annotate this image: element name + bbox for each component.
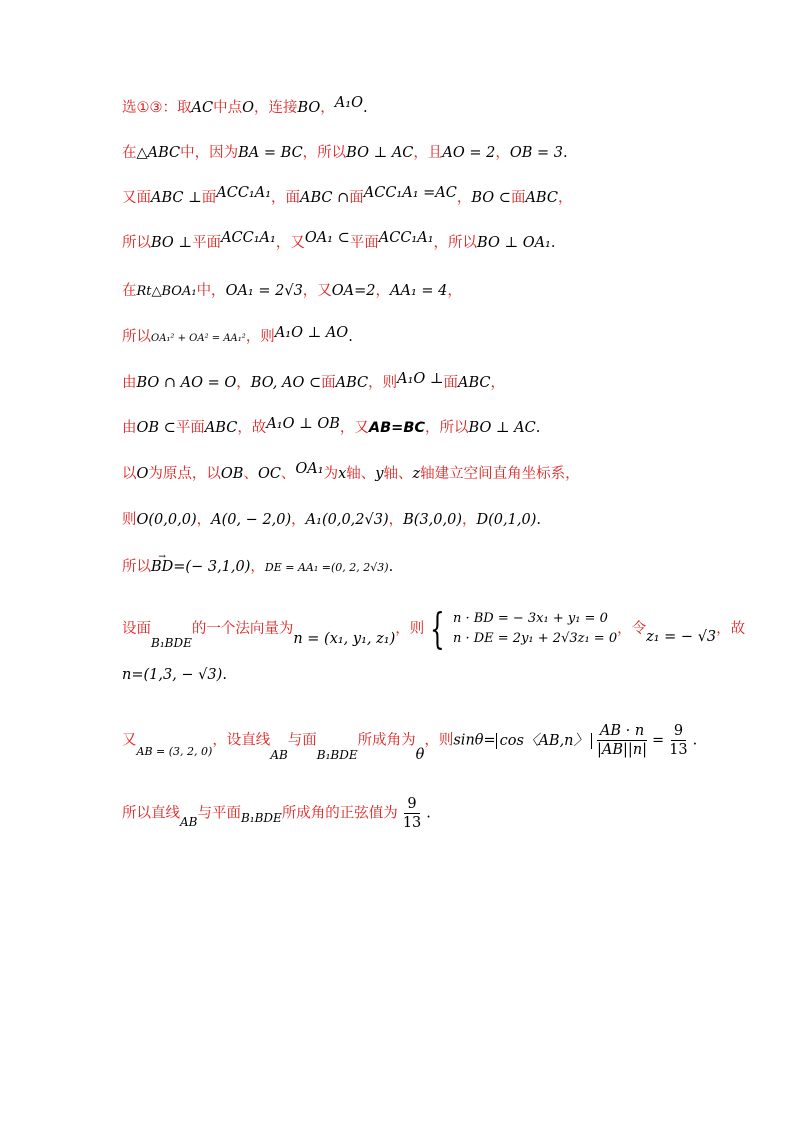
text: ， [291, 512, 306, 528]
math: ACC₁A₁ [216, 185, 272, 201]
math: A₁(0,0,2√3) [305, 512, 389, 528]
text: ，则 [424, 732, 454, 749]
math: BO ⊥ AC [468, 420, 536, 436]
text: . [536, 512, 541, 528]
text: 则 [122, 512, 137, 528]
math: = [652, 732, 665, 749]
math: AC [191, 100, 214, 116]
math: ACC₁A₁ =AC [363, 185, 457, 201]
math: ACC₁A₁ [378, 230, 434, 246]
text: 所以直线 [122, 805, 180, 822]
text: 所以 [122, 559, 151, 575]
math: O [136, 466, 149, 482]
text: ，则 [368, 375, 398, 391]
math: OA₁ = 2√3 [225, 283, 303, 299]
equation-row: n · BD = − 3x₁ + y₁ = 0 [452, 611, 608, 626]
math: A(0, − 2,0) [211, 512, 292, 528]
math: BA = BC [238, 145, 303, 161]
math: BO [297, 100, 321, 116]
text: ，所以 [302, 145, 347, 161]
math: AB = (3, 2, 0) [136, 744, 213, 758]
math: ABC [458, 375, 491, 391]
text: . [535, 420, 541, 436]
math: D(0,1,0) [476, 512, 537, 528]
math: =(− 3,1,0) [173, 559, 251, 575]
fraction-denominator: 13 [669, 742, 688, 758]
text: 轴、 [383, 466, 413, 482]
text: 中点 [213, 100, 243, 116]
text: ，故 [716, 621, 746, 637]
text: ，又 [339, 420, 369, 436]
math: A₁O ⊥ AO [274, 325, 349, 341]
math: DE [264, 561, 282, 574]
math: BO ⊥ OA₁ [477, 235, 551, 251]
line-10 [122, 510, 541, 530]
fraction-numerator: 9 [404, 795, 419, 814]
math: ABC ⊥ [151, 190, 202, 206]
line-7 [122, 373, 505, 393]
text: ，连接 [253, 100, 298, 116]
math: sinθ= [453, 732, 496, 749]
math: θ [415, 746, 425, 763]
math: OB = 3 [509, 145, 563, 161]
text: . [222, 667, 227, 683]
text: . [692, 732, 698, 749]
text: ，设直线 [212, 732, 271, 749]
text: 由 [122, 420, 137, 436]
math: n = (x₁, y₁, z₁) [293, 631, 396, 647]
text: ， [320, 100, 335, 116]
text: ， [456, 190, 472, 206]
text: 又 [122, 732, 137, 749]
text: ， [495, 145, 510, 161]
fraction [594, 722, 650, 759]
fraction [666, 722, 690, 759]
text: 平面 [175, 420, 205, 436]
text: 面 [201, 190, 217, 206]
math: A₁O [334, 95, 363, 111]
text: 在 [122, 283, 137, 299]
text: 为 [323, 466, 339, 482]
math: B₁BDE [316, 747, 358, 762]
text: ， [250, 559, 265, 575]
text: 选①③：取 [122, 100, 192, 116]
math: OA₁ [295, 461, 324, 477]
text: ，所以 [433, 235, 478, 251]
math: O(0,0,0) [136, 512, 197, 528]
math: AB=BC [368, 420, 426, 436]
text: 与面 [287, 732, 317, 749]
math: ABC ∩ [300, 190, 350, 206]
fraction-denominator: 13 [402, 815, 422, 831]
text: ， [447, 283, 462, 299]
text: 、 [243, 466, 258, 482]
text: . [362, 100, 368, 116]
math: n=(1,3, − √3) [122, 667, 223, 683]
text: ，且 [413, 145, 443, 161]
math: OA₁ ⊂ [304, 230, 350, 246]
text: ， [375, 283, 391, 299]
text: 由 [122, 375, 137, 391]
text: 面 [510, 190, 526, 206]
math: OB [220, 466, 244, 482]
text: ，又 [302, 283, 332, 299]
text: . [426, 805, 431, 822]
line-14 [122, 722, 698, 763]
text: ， [557, 190, 573, 206]
text: 面 [349, 190, 364, 206]
line-1 [122, 95, 368, 118]
math: cos〈AB,n〉 [496, 733, 592, 749]
math: ABC [335, 375, 369, 391]
fraction [400, 795, 424, 832]
math: A₁O ⊥ OB [266, 416, 340, 432]
text: ，则 [395, 621, 425, 637]
math: ABC [204, 420, 238, 436]
text: 中，因为 [180, 145, 239, 161]
math: x [338, 466, 347, 482]
text: . [550, 235, 556, 251]
math: O [242, 100, 254, 116]
line-15 [122, 795, 431, 832]
fraction-numerator: AB · n [597, 722, 647, 741]
line-6 [122, 327, 353, 349]
text: 所成角的正弦值为 [281, 805, 398, 822]
math: BO ⊥ AC [346, 145, 414, 161]
math: AB [270, 747, 288, 762]
text: 所以 [122, 235, 151, 251]
text: ，则 [245, 329, 275, 345]
math: OA₁² + OA² = AA₁² [151, 333, 246, 344]
math: BO ⊂ [471, 190, 511, 206]
text: 为原点，以 [148, 466, 221, 482]
line-13 [122, 665, 227, 685]
text: 与平面 [197, 805, 241, 822]
text: ， [490, 375, 506, 391]
text: 的一个法向量为 [191, 621, 294, 637]
math: AB [180, 814, 198, 829]
text: 面 [443, 375, 459, 391]
math: ABC [525, 190, 558, 206]
math: BO ∩ AO = O [136, 375, 237, 391]
text: 所成角为 [357, 732, 416, 749]
math: B₁BDE [240, 810, 282, 825]
text: ，令 [617, 621, 647, 637]
math: BO, AO ⊂ [250, 375, 322, 391]
math: OA=2 [331, 283, 376, 299]
text: ， [388, 512, 404, 528]
math: AA₁ = 4 [390, 283, 448, 299]
text: ，面 [271, 190, 301, 206]
line-9 [122, 461, 580, 484]
text: 面 [321, 375, 336, 391]
text: 轴建立空间直角坐标系， [420, 466, 580, 482]
math: A₁O ⊥ [397, 371, 444, 387]
text: 平面 [192, 235, 222, 251]
equation-system [424, 604, 618, 653]
math: = AA₁ =(0, 2, 2√3) [281, 561, 389, 574]
equation-row: n · DE = 2y₁ + 2√3z₁ = 0 [452, 631, 618, 646]
text: . [388, 559, 394, 575]
math: ACC₁A₁ [221, 230, 276, 246]
line-4 [122, 230, 556, 253]
line-11 [122, 557, 393, 578]
math: y [375, 466, 384, 482]
text: 又面 [122, 190, 151, 206]
text: 平面 [349, 235, 379, 251]
math: BO ⊥ [151, 235, 193, 251]
text: 、 [280, 466, 296, 482]
math: z₁ = − √3 [646, 629, 717, 645]
text: ， [462, 512, 477, 528]
math: AO = 2 [442, 145, 496, 161]
vector-bd: → BD [151, 559, 173, 575]
math: B(3,0,0) [403, 512, 463, 528]
brace: { [430, 604, 445, 653]
math: B₁BDE [151, 636, 192, 650]
math: z [412, 466, 421, 482]
text: . [348, 329, 353, 345]
text: ， [236, 375, 251, 391]
line-3 [122, 185, 573, 208]
text: 以 [122, 466, 137, 482]
text: ，所以 [425, 420, 469, 436]
math: △ABC [136, 145, 181, 161]
math: OB ⊂ [136, 420, 176, 436]
line-12 [122, 604, 746, 653]
text: 中， [196, 283, 226, 299]
text: . [563, 145, 568, 161]
line-5 [122, 281, 462, 302]
math: OC [257, 466, 281, 482]
line-8 [122, 418, 540, 438]
text: 设面 [122, 621, 151, 637]
math: Rt△BOA₁ [136, 284, 197, 299]
line-2 [122, 143, 568, 163]
text: ， [196, 512, 212, 528]
fraction-numerator: 9 [671, 722, 686, 741]
text: 轴、 [346, 466, 376, 482]
text: ，又 [275, 235, 305, 251]
text: ，故 [237, 420, 267, 436]
fraction-denominator: |AB||n| [597, 742, 648, 758]
text: 所以 [122, 329, 151, 345]
text: 在 [122, 145, 137, 161]
